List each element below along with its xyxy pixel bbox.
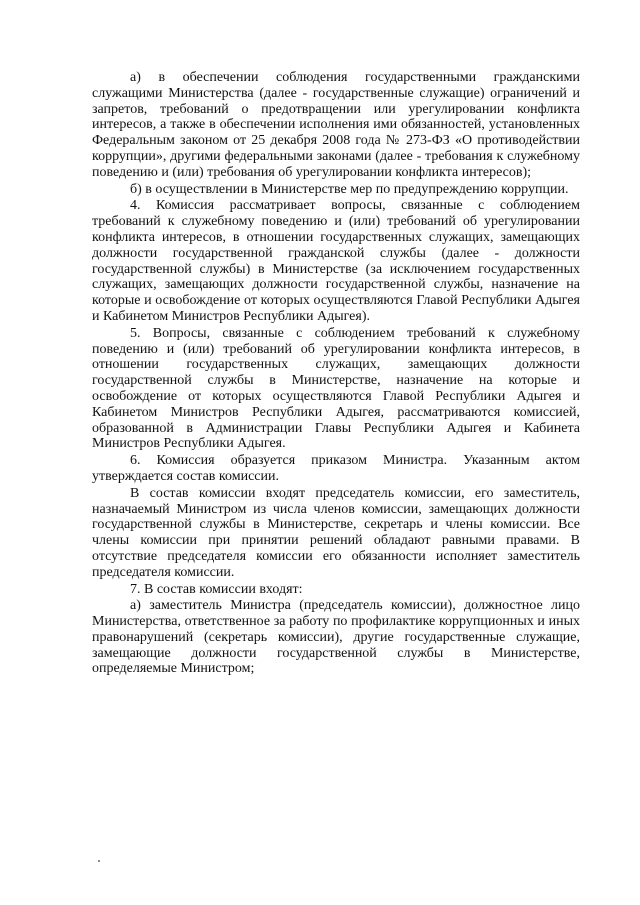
paragraph-clause-7: 7. В состав комиссии входят: [130, 581, 303, 597]
scan-artifact-dot [98, 860, 100, 862]
paragraph-clause-7-item-a: а) заместитель Министра (председатель комиссии), должностное лицо Министерства, ответственное за работу по профилактике коррупционных и иных правонарушений (секретарь комиссии), другие государственные служащие, замещающие должности государственной службы в Министерстве, определяемые Министром; [92, 598, 580, 677]
paragraph-item-a: а) в обеспечении соблюдения государственными гражданскими служащими Министерства (далее - государственные служащие) ограничений и запретов, требований о предотвращении или урегулировании конфликта интересов, а также в обеспечении исполнения ими обязанностей, установленных Федеральным законом от 25 декабря 2008 года № 273-ФЗ «О противодействии коррупции», другими федеральными законами (далее - требования к служебному поведению и (или) требования об урегулировании конфликта интересов); [92, 70, 580, 180]
paragraph-clause-5: 5. Вопросы, связанные с соблюдением требований к служебному поведению и (или) требований об урегулировании конфликта интересов, в отношении государственных служащих, замещающих должности государственной службы в Министерстве, назначение на которые и освобождение от которых осуществляются Главой Республики Адыгея и Кабинетом Министров Республики Адыгея, рассматриваются комиссией, образованной в Администрации Главы Республики Адыгея и Кабинета Министров Республики Адыгея. [92, 325, 580, 452]
paragraph-item-b: б) в осуществлении в Министерстве мер по предупреждению коррупции. [130, 181, 569, 197]
paragraph-clause-4: 4. Комиссия рассматривает вопросы, связанные с соблюдением требований к служебному поведению и (или) требований об урегулировании конфликта интересов, в отношении государственных служащих, замещающих должности государственной гражданской службы (далее - должности государственной службы) в Министерстве (за исключением государственных служащих, замещающих должности государственной службы, назначение на которые и освобождение от которых осуществляются Главой Республики Адыгея и Кабинетом Министров Республики Адыгея). [92, 198, 580, 324]
paragraph-commission-composition: В состав комиссии входят председатель комиссии, его заместитель, назначаемый Министром из числа членов комиссии, замещающих должности государственной службы в Министерстве, секретарь и члены комиссии. Все члены комиссии при принятии решений обладают равными правами. В отсутствие председателя комиссии его обязанности исполняет заместитель председателя комиссии. [92, 485, 580, 580]
document-body [92, 70, 580, 678]
paragraph-clause-6: 6. Комиссия образуется приказом Министра. Указанным актом утверждается состав комиссии. [92, 453, 580, 484]
